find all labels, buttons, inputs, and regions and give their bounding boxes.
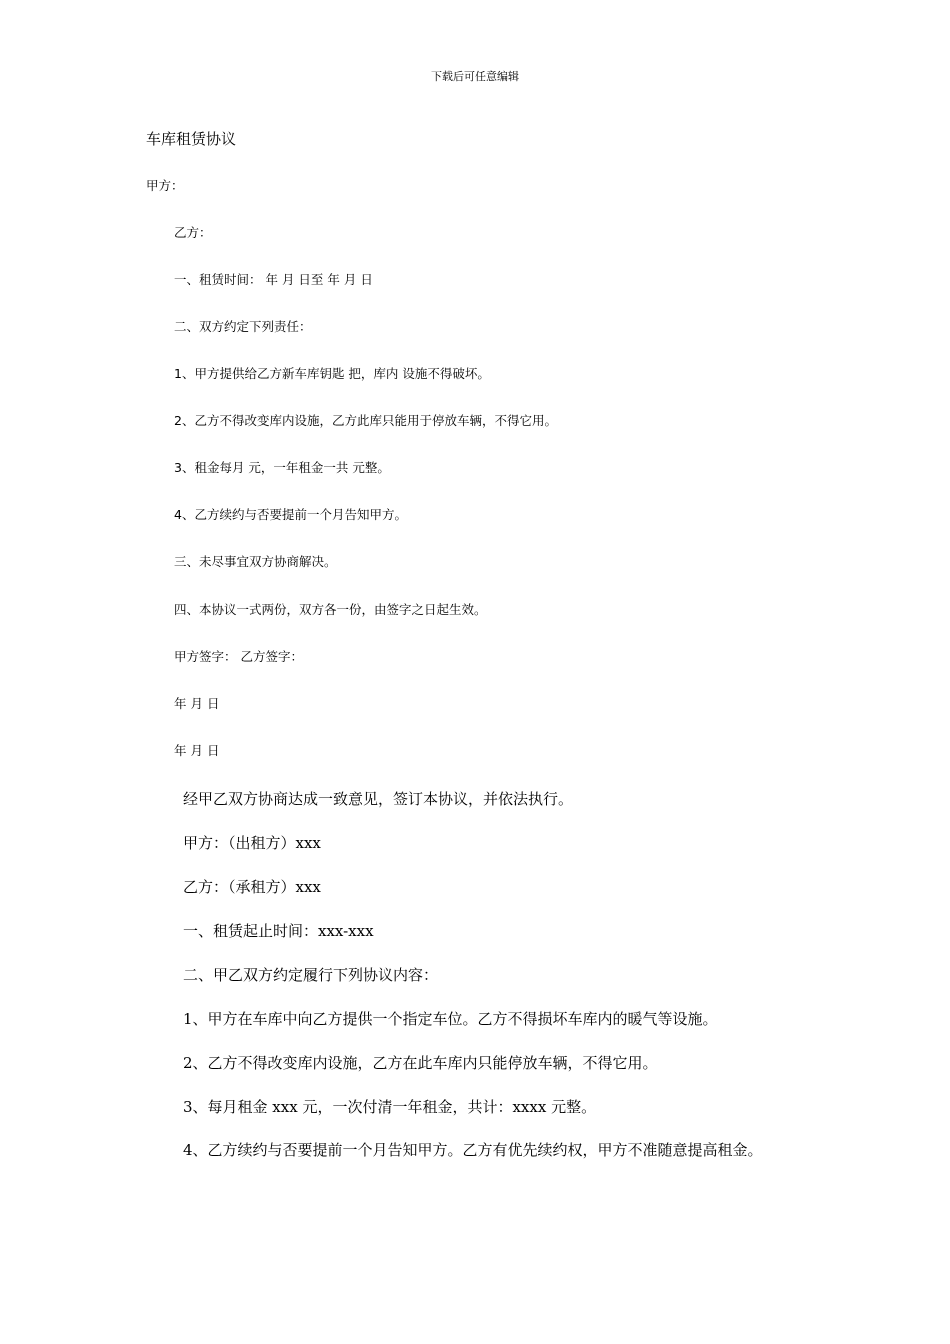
agreement-clause-1: 1、甲方在车库中向乙方提供一个指定车位。乙方不得损坏车库内的暖气等设施。 bbox=[183, 1010, 718, 1028]
document-title: 车库租赁协议 bbox=[146, 130, 237, 148]
party-b-label: 乙方： bbox=[174, 225, 212, 240]
party-a-label: 甲方： bbox=[146, 178, 184, 193]
date-line-2: 年 月 日 bbox=[174, 743, 220, 758]
unresolved-matters: 三、未尽事宜双方协商解决。 bbox=[174, 554, 337, 569]
agreement-clause-2: 2、乙方不得改变库内设施，乙方在此车库内只能停放车辆，不得它用。 bbox=[183, 1054, 658, 1072]
lessee-line: 乙方：（承租方）xxx bbox=[183, 878, 321, 896]
agreement-clause-4: 4、乙方续约与否要提前一个月告知甲方。乙方有优先续约权，甲方不准随意提高租金。 bbox=[183, 1141, 763, 1159]
preamble: 经甲乙双方协商达成一致意见，签订本协议，并依法执行。 bbox=[183, 790, 574, 808]
lessor-line: 甲方：（出租方）xxx bbox=[183, 834, 321, 852]
copies-clause: 四、本协议一式两份，双方各一份，由签字之日起生效。 bbox=[174, 602, 487, 617]
lease-term-line: 一、租赁起止时间：xxx-xxx bbox=[183, 922, 374, 940]
date-line-1: 年 月 日 bbox=[174, 696, 220, 711]
clause-4: 4、乙方续约与否要提前一个月告知甲方。 bbox=[174, 507, 407, 522]
duties-heading: 二、双方约定下列责任： bbox=[174, 319, 312, 334]
lease-period-line: 一、租赁时间： 年 月 日至 年 月 日 bbox=[174, 272, 373, 287]
clause-1: 1、甲方提供给乙方新车库钥匙 把，库内 设施不得破坏。 bbox=[174, 366, 490, 381]
signature-line: 甲方签字： 乙方签字： bbox=[174, 649, 303, 664]
clause-2: 2、乙方不得改变库内设施，乙方此库只能用于停放车辆，不得它用。 bbox=[174, 413, 557, 428]
agreement-clause-3: 3、每月租金 xxx 元，一次付清一年租金，共计：xxxx 元整。 bbox=[183, 1098, 597, 1116]
clause-3: 3、租金每月 元，一年租金一共 元整。 bbox=[174, 460, 390, 475]
content-heading: 二、甲乙双方约定履行下列协议内容： bbox=[183, 966, 439, 984]
header-note: 下载后可任意编辑 bbox=[431, 70, 519, 83]
